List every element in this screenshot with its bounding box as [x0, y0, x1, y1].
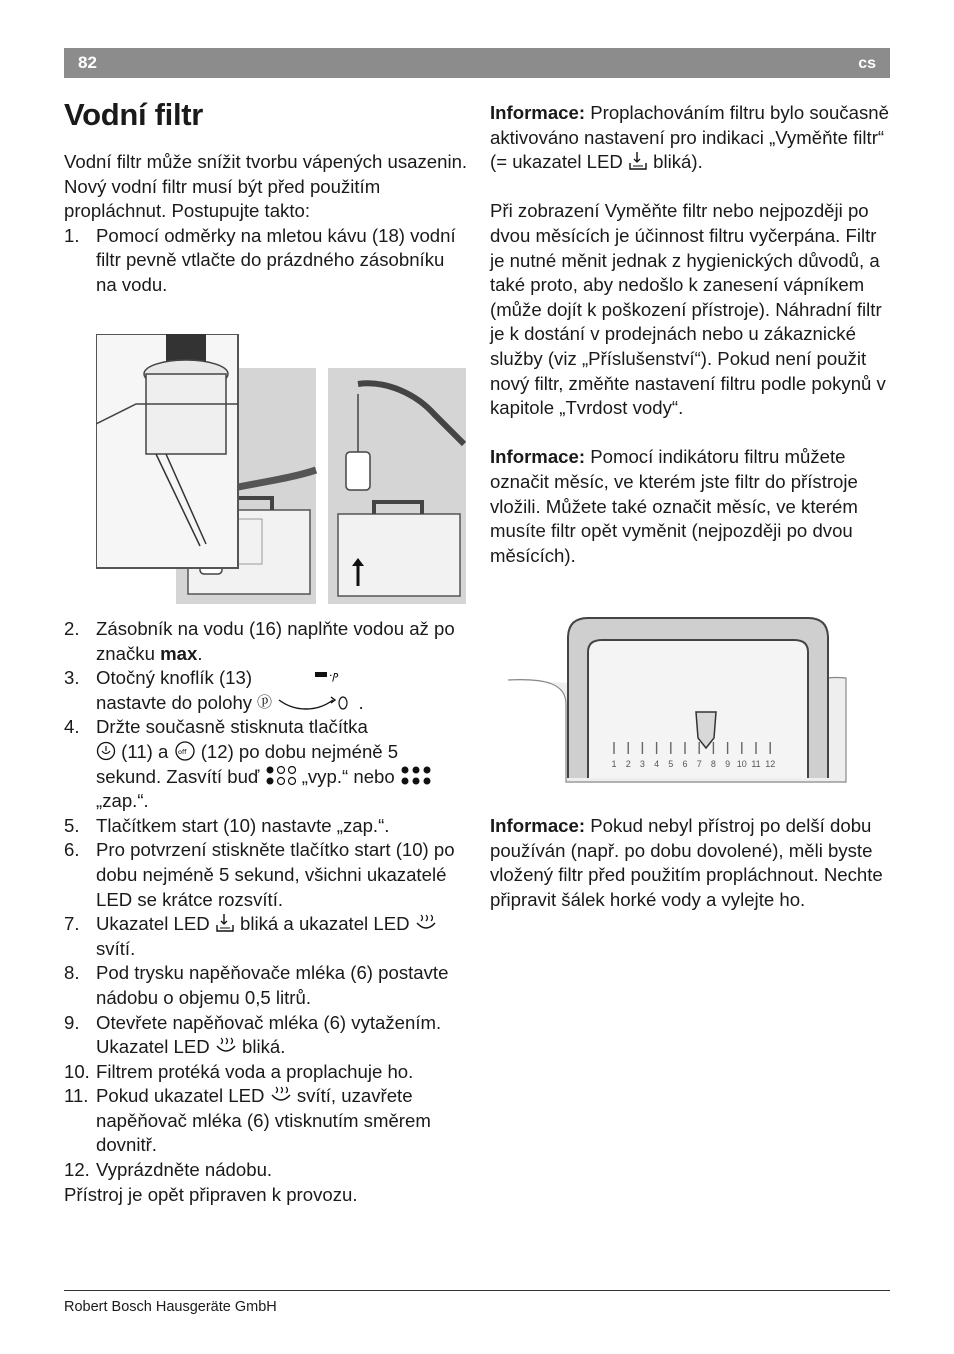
- step-12: [64, 1158, 468, 1183]
- info-text: Pomocí indikátoru filtru můžete označit měsíc, ve kterém jste filtr do přístroje vložili. Můžete také označit měsíc, ve kterém musíte filtr opět vyměnit (nejpozději po dvou měsících).: [490, 446, 858, 566]
- right-column: [490, 101, 892, 568]
- outro-paragraph: Přístroj je opět připraven k provozu.: [64, 1183, 358, 1205]
- step-text: Tlačítkem start (10) nastavte „zap.“.: [96, 814, 390, 836]
- step-list-1: [64, 224, 468, 298]
- step-10: [64, 1060, 468, 1085]
- month-label: 8: [710, 759, 716, 769]
- step-list-2: [64, 617, 468, 1183]
- step-number: 8.: [64, 962, 80, 984]
- step-text: bliká.: [236, 1036, 286, 1058]
- svg-text:off: off: [177, 747, 186, 756]
- step-number: 1.: [64, 224, 80, 246]
- footer-company: Robert Bosch Hausgeräte GmbH: [64, 1299, 277, 1315]
- step-number: 4.: [64, 716, 80, 738]
- step-1: [64, 224, 468, 298]
- month-label: 1: [611, 759, 617, 769]
- step-number: 7.: [64, 913, 80, 935]
- month-label: 6: [682, 759, 688, 769]
- month-label: 7: [696, 759, 702, 769]
- svg-text:·ⳏ: ·ⳏ: [329, 669, 339, 683]
- step-number: 6.: [64, 839, 80, 861]
- step-text: Zásobník na vodu (16) naplňte vodou až po značku: [96, 618, 455, 664]
- steam-led-icon: [270, 1085, 292, 1105]
- intro-paragraph-1: Vodní filtr může snížit tvorbu vápených usazenin.: [64, 151, 468, 172]
- step-number: 10.: [64, 1060, 90, 1082]
- step-4: [64, 715, 468, 813]
- month-label: 5: [668, 759, 674, 769]
- step-text: nastavte do polohy: [96, 691, 253, 713]
- step-8: [64, 961, 468, 1010]
- intro-paragraph-2: Nový vodní filtr musí být před použitím propláchnut. Postupujte takto:: [64, 175, 381, 222]
- step-text: svítí, uzavřete napěňovač mléka (6) vtisknutím směrem dovnitř.: [96, 1085, 431, 1156]
- info-text: Pokud nebyl přístroj po delší dobu používán (např. po dobu dovolené), měli byste vložený filtr před použitím propláchnout. Nechte připravit šálek horké vody a vylejte ho.: [490, 815, 883, 910]
- max-mark: max: [160, 642, 198, 664]
- step-text: (11) a: [116, 740, 174, 762]
- step-2: [64, 617, 468, 666]
- step-text: .: [197, 642, 203, 664]
- page-number: 82: [78, 53, 97, 72]
- language-code: cs: [858, 55, 876, 72]
- info-paragraph-1: [490, 101, 892, 175]
- svg-text:ⓟ: ⓟ: [257, 692, 273, 711]
- page-title: Vodní filtr: [64, 97, 204, 132]
- step-number: 3.: [64, 667, 80, 689]
- step-text: Pokud ukazatel LED: [96, 1085, 270, 1107]
- step-text: Vyprázdněte nádobu.: [96, 1159, 273, 1181]
- footer-divider: [64, 1290, 890, 1291]
- knob-top-icon: [313, 666, 361, 684]
- info-text: Proplachováním filtru bylo současně aktivováno nastavení pro indikaci „Vyměňte filtr“ (= ukazatel LED: [490, 102, 889, 173]
- filter-led-icon: [628, 151, 648, 171]
- step-text: .: [358, 691, 364, 713]
- right-column-lower: [490, 814, 892, 912]
- info-paragraph-3: [490, 814, 892, 912]
- step-5: [64, 814, 468, 839]
- month-label: 2: [625, 759, 631, 769]
- filter-led-icon: [215, 913, 235, 933]
- dots-on-icon: [400, 766, 432, 786]
- filter-replacement-paragraph: Při zobrazení Vyměňte filtr nebo nejpozději po dvou měsících je účinnost filtru vyčerpána. Filtr je nutné měnit jednak z hygienických důvodů, a také proto, aby nedošlo k zanesení vápníkem (může dojít k poškození přístroje). Náhradní filtr je k dostání v prodejnách nebo u zákaznické služby (viz „Příslušenství“). Pokud není použit nový filtr, změňte nastavení filtru podle pokynů v kapitole „Tvrdost vody“.: [490, 200, 886, 419]
- knob-position-icon: [257, 692, 353, 712]
- step-text: Otočný knoflík (13): [96, 667, 253, 689]
- left-column: [64, 150, 468, 298]
- figure-filter-insertion: [96, 334, 466, 604]
- header-bar: [64, 48, 890, 78]
- step-text: Pomocí odměrky na mletou kávu (18) vodní filtr pevně vtlačte do prázdného zásobníku na vodu.: [96, 224, 456, 295]
- step-text: Pod trysku napěňovače mléka (6) postavte nádobu o objemu 0,5 litrů.: [96, 962, 449, 1008]
- step-9: [64, 1011, 468, 1060]
- step-text: Otevřete napěňovač mléka (6) vytažením. Ukazatel LED: [96, 1011, 442, 1058]
- step-text: svítí.: [96, 937, 136, 959]
- off-button-icon: [174, 741, 196, 761]
- month-label: 12: [765, 759, 776, 769]
- info-label: Informace:: [490, 446, 586, 468]
- step-6: [64, 838, 468, 912]
- info-paragraph-2: [490, 445, 892, 568]
- step-text: (12) po dobu nejméně 5 sekund. Zasvítí buď: [96, 740, 399, 787]
- step-text: bliká a ukazatel LED: [234, 913, 415, 935]
- step-7: [64, 912, 468, 961]
- steam-led-icon: [215, 1036, 237, 1056]
- steam-led-icon: [415, 913, 437, 933]
- month-label: 4: [654, 759, 660, 769]
- step-text: „vyp.“ nebo: [296, 765, 400, 787]
- month-label: 10: [736, 759, 747, 769]
- info-label: Informace:: [490, 815, 586, 836]
- step-text: Filtrem protéká voda a proplachuje ho.: [96, 1060, 414, 1082]
- month-label: 9: [725, 759, 731, 769]
- step-11: [64, 1084, 468, 1158]
- dots-off-icon: [265, 766, 297, 786]
- info-text: bliká).: [647, 151, 703, 173]
- step-text: „zap.“.: [96, 790, 149, 812]
- step-number: 11.: [64, 1085, 89, 1107]
- figure-month-indicator: [506, 614, 848, 786]
- step-number: 5.: [64, 814, 80, 836]
- info-label: Informace:: [490, 102, 586, 123]
- left-column-steps: [64, 617, 468, 1207]
- step-number: 9.: [64, 1011, 80, 1033]
- step-text: Ukazatel LED: [96, 913, 215, 935]
- step-text: Držte současně stisknuta tlačítka: [96, 716, 368, 738]
- step-text: Pro potvrzení stiskněte tlačítko start (10) po dobu nejméně 5 sekund, všichni ukazatelé LED se krátce rozsvítí.: [96, 839, 455, 910]
- month-label: 3: [639, 759, 645, 769]
- month-label: 11: [751, 759, 761, 769]
- step-3: [64, 666, 468, 715]
- step-number: 12.: [64, 1159, 90, 1181]
- step-number: 2.: [64, 618, 80, 639]
- power-button-icon: [96, 741, 116, 761]
